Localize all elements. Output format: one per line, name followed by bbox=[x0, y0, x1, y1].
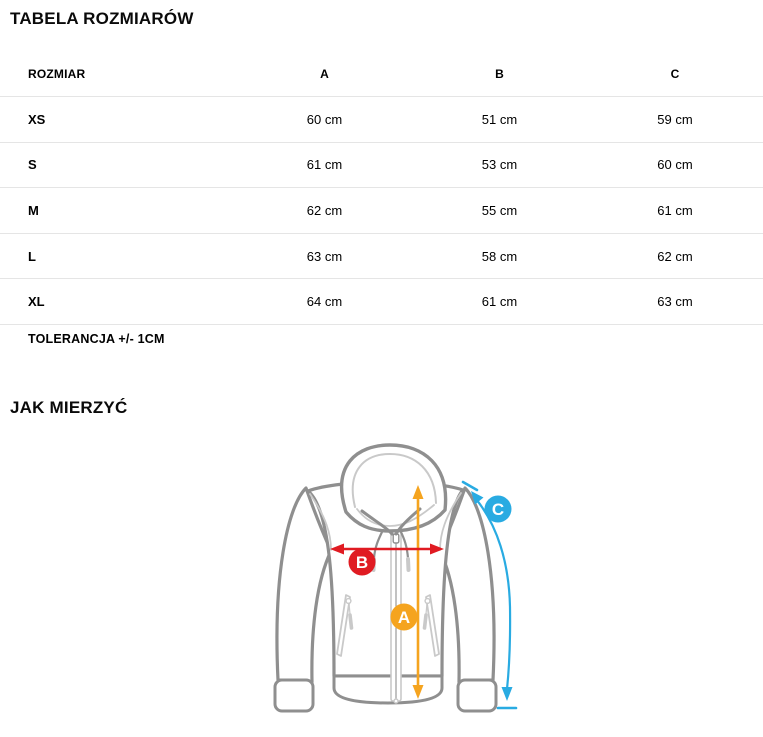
size-label: M bbox=[28, 202, 39, 218]
table-row-xs bbox=[0, 97, 763, 143]
table-row-m bbox=[0, 188, 763, 234]
measure-a-badge bbox=[391, 604, 418, 631]
column-header-a: A bbox=[320, 66, 329, 81]
size-label: XS bbox=[28, 111, 46, 127]
value-b: 61 cm bbox=[481, 294, 518, 310]
value-a: 60 cm bbox=[306, 111, 343, 127]
value-b: 51 cm bbox=[481, 111, 518, 127]
value-c: 63 cm bbox=[657, 294, 693, 310]
size-label: S bbox=[28, 157, 37, 173]
hoodie-measure-diagram bbox=[0, 437, 763, 737]
size-label: XL bbox=[28, 294, 45, 310]
value-c: 61 cm bbox=[657, 202, 693, 218]
svg-text:A: A bbox=[397, 608, 411, 627]
column-header-b: B bbox=[495, 66, 504, 81]
hoodie-hood bbox=[342, 445, 446, 531]
svg-text:C: C bbox=[491, 500, 505, 519]
table-header-row bbox=[0, 51, 763, 97]
value-c: 59 cm bbox=[657, 111, 693, 127]
value-b: 55 cm bbox=[481, 202, 518, 218]
size-label: L bbox=[28, 248, 36, 264]
hoodie-hem-band bbox=[334, 676, 442, 703]
size-table bbox=[0, 51, 763, 325]
value-b: 53 cm bbox=[481, 157, 518, 173]
value-b: 58 cm bbox=[481, 248, 518, 264]
hoodie-right-cuff bbox=[458, 680, 496, 711]
value-a: 62 cm bbox=[306, 202, 343, 218]
size-table-title: TABELA ROZMIARÓW bbox=[10, 9, 194, 28]
svg-text:B: B bbox=[355, 553, 369, 572]
value-a: 63 cm bbox=[306, 248, 343, 264]
hoodie-left-cuff bbox=[275, 680, 313, 711]
value-a: 64 cm bbox=[306, 294, 343, 310]
table-row-xl bbox=[0, 279, 763, 325]
value-c: 60 cm bbox=[657, 157, 693, 173]
column-header-rozmiar: ROZMIAR bbox=[28, 66, 86, 81]
how-to-measure-title: JAK MIERZYĆ bbox=[10, 398, 128, 417]
table-row-l bbox=[0, 234, 763, 280]
tolerance-note: TOLERANCJA +/- 1CM bbox=[28, 332, 165, 346]
table-row-s bbox=[0, 143, 763, 189]
value-a: 61 cm bbox=[306, 157, 343, 173]
measure-b-badge bbox=[349, 549, 376, 576]
measure-c-badge bbox=[485, 496, 512, 523]
column-header-c: C bbox=[670, 66, 680, 81]
value-c: 62 cm bbox=[657, 248, 693, 264]
